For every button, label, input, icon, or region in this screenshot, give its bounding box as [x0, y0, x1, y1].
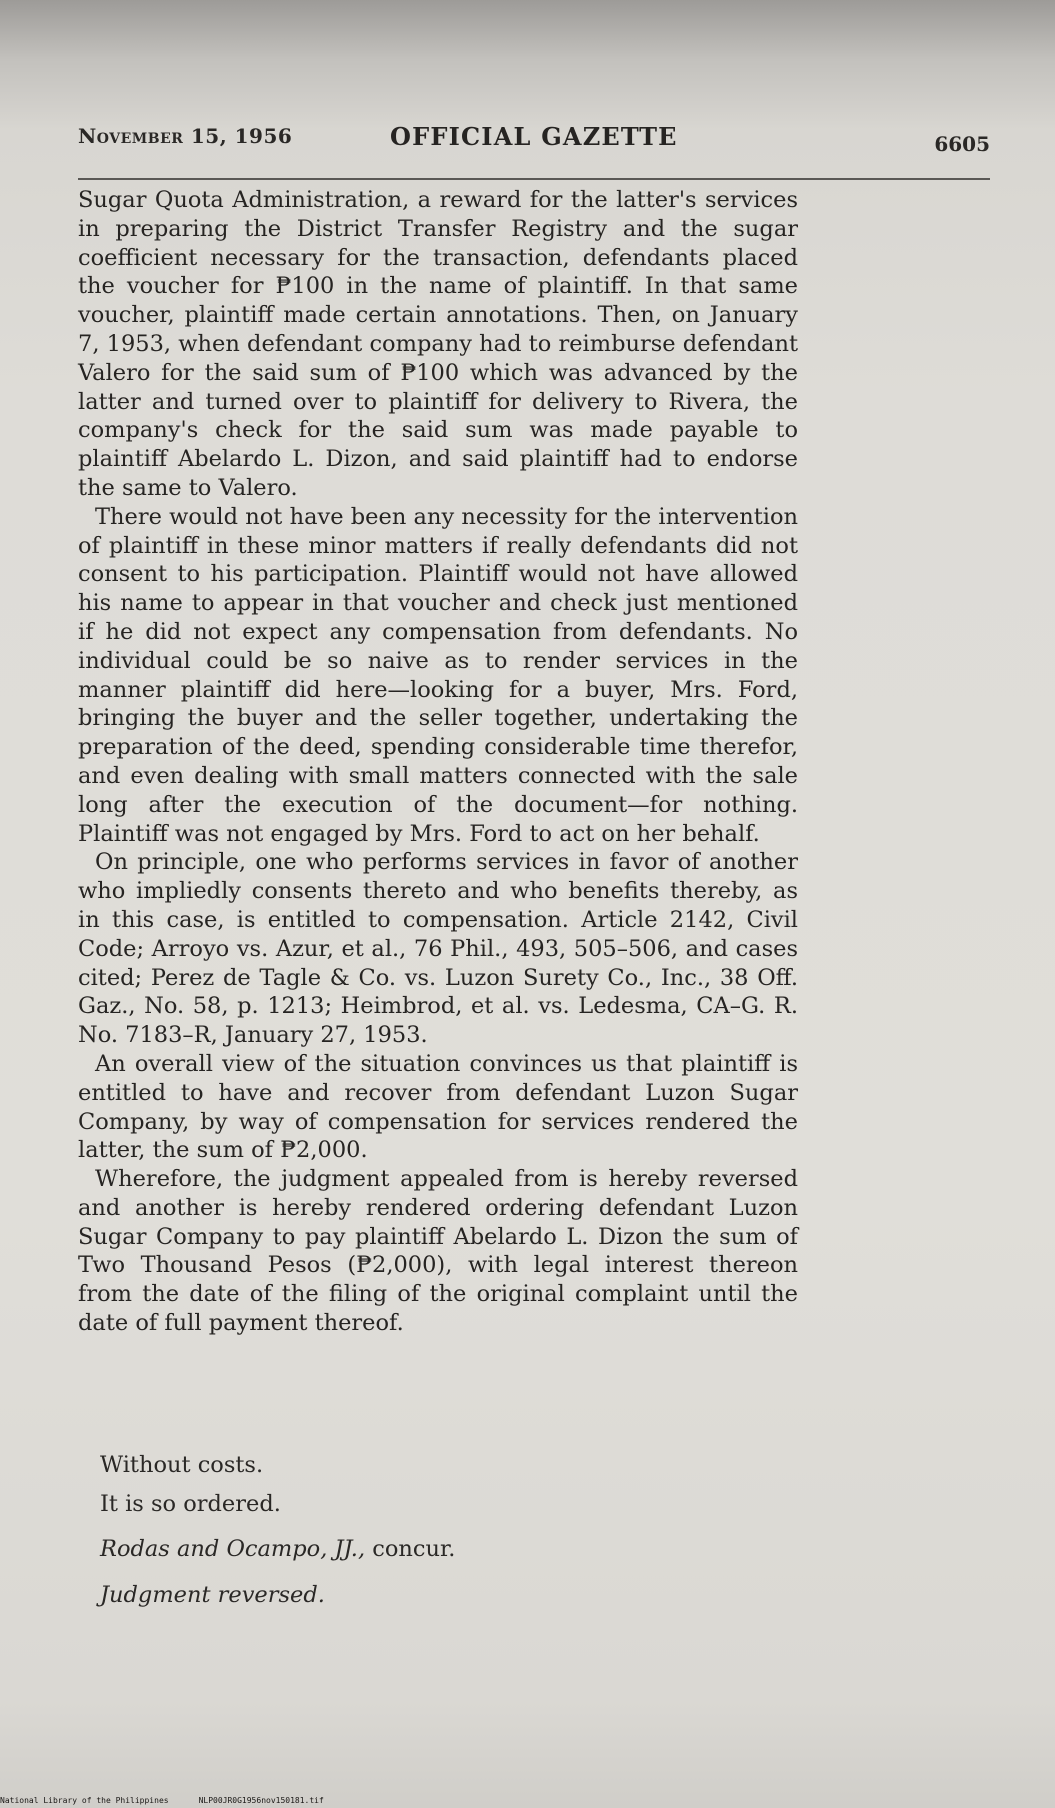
paragraph-4: An overall view of the situation convinces us that plaintiff is entitled to have and recover from defendant Luzon Sugar Company, by way of compensation for services rendered the latter, the sum of ₱2,000.	[78, 1050, 798, 1164]
so-ordered-line: It is so ordered.	[100, 1491, 281, 1517]
judgment-result: Judgment reversed.	[100, 1582, 325, 1608]
library-credit: National Library of the Philippines	[0, 1796, 169, 1805]
scan-filename: NLP00JR0G1956nov150181.tif	[198, 1796, 324, 1805]
concurring-justices: Rodas and Ocampo, JJ.,	[100, 1536, 366, 1562]
publication-title: OFFICIAL GAZETTE	[390, 122, 678, 151]
concurrence-line	[100, 1536, 800, 1562]
paragraph-5: Wherefore, the judgment appealed from is hereby reversed and another is hereby rendered ordering defendant Luzon Sugar Company to pay plaintiff Abelardo L. Dizon the sum of Two Thousand Pesos (₱2,000), with legal interest thereon from the date of the filing of the original complaint until the date of full payment thereof.	[78, 1166, 798, 1337]
header-date: November 15, 1956	[78, 124, 293, 148]
header-rule	[78, 178, 990, 180]
without-costs-line: Without costs.	[100, 1452, 264, 1478]
running-header	[78, 122, 990, 162]
paragraph-1: Sugar Quota Administration, a reward for the latter's services in preparing the District Transfer Registry and the sugar coefficient necessary for the transaction, defendants placed the voucher for ₱100 in the name of plaintiff. In that same voucher, plaintiff made certain annotations. Then, on January 7, 1953, when defendant company had to reimburse defendant Valero for the said sum of ₱100 which was advanced by the latter and turned over to plaintiff for delivery to Rivera, the company's check for the said sum was made payable to plaintiff Abelardo L. Dizon, and said plaintiff had to endorse the same to Valero.	[78, 187, 798, 501]
body-text	[78, 186, 798, 1338]
page-number: 6605	[934, 132, 990, 156]
paragraph-3: On principle, one who performs services in favor of another who impliedly consents thereto and who benefits thereby, as in this case, is entitled to compensation. Article 2142, Civil Code; Arroyo vs. Azur, et al., 76 Phil., 493, 505–506, and cases cited; Perez de Tagle & Co. vs. Luzon Surety Co., Inc., 38 Off. Gaz., No. 58, p. 1213; Heimbrod, et al. vs. Ledesma, CA–G. R. No. 7183–R, January 27, 1953.	[78, 849, 798, 1049]
concur-word: concur.	[372, 1536, 456, 1562]
scan-footer	[0, 1796, 324, 1805]
paragraph-2: There would not have been any necessity for the intervention of plaintiff in these minor matters if really defendants did not consent to his participation. Plaintiff would not have allowed his name to appear in that voucher and check just mentioned if he did not expect any compensation from defendants. No individual could be so naive as to render services in the manner plaintiff did here—looking for a buyer, Mrs. Ford, bringing the buyer and the seller together, undertaking the preparation of the deed, spending considerable time therefor, and even dealing with small matters connected with the sale long after the execution of the document—for nothing. Plaintiff was not engaged by Mrs. Ford to act on her behalf.	[78, 503, 798, 847]
